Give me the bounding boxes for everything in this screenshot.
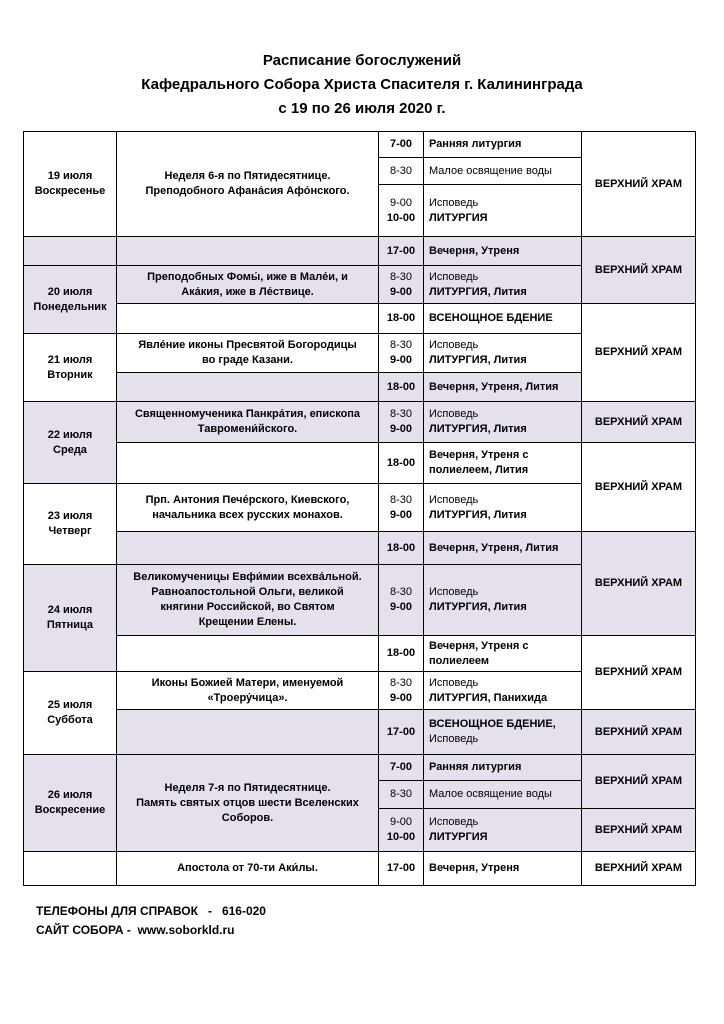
service-name: [424, 710, 582, 755]
day-date: 26 июля: [47, 789, 93, 801]
feast-cell-22: [117, 402, 379, 443]
day-weekday: Воскресенье: [34, 185, 106, 197]
service-line: Исповедь: [429, 733, 479, 745]
service-time: [379, 185, 424, 237]
service-name: Вечерня, Утреня, Лития: [424, 373, 582, 402]
service-line: ЛИТУРГИЯ, Панихида: [429, 691, 548, 704]
service-line: полиелеем, Лития: [429, 464, 529, 476]
day-date: 19 июля: [47, 170, 93, 182]
location-cell: ВЕРХНИЙ ХРАМ: [582, 809, 696, 852]
service-name: Ранняя литургия: [424, 132, 582, 158]
location-cell: ВЕРХНИЙ ХРАМ: [582, 443, 696, 532]
service-line: Исповедь: [429, 270, 479, 283]
time-line: 9-00: [389, 423, 413, 435]
table-row: [24, 443, 696, 484]
service-time: 17-00: [379, 852, 424, 886]
feast-line: Равноапостольной Ольги, великой: [151, 586, 344, 598]
title-line-3: с 19 по 26 июля 2020 г.: [278, 100, 446, 117]
location-cell: ВЕРХНИЙ ХРАМ: [582, 532, 696, 636]
service-line: Исповедь: [429, 816, 479, 828]
time-line: 9-00: [389, 508, 413, 521]
table-row: [24, 710, 696, 755]
service-line: ЛИТУРГИЯ, Лития: [429, 354, 527, 366]
service-line: ЛИТУРГИЯ, Лития: [429, 285, 527, 298]
service-name: Малое освящение воды: [424, 158, 582, 185]
feast-line: Неделя 6-я по Пятидесятнице.: [164, 170, 331, 182]
table-row: [24, 237, 696, 266]
schedule-table: [23, 131, 696, 886]
location-cell: ВЕРХНИЙ ХРАМ: [582, 237, 696, 304]
service-line: Исповедь: [429, 493, 479, 506]
service-time: [379, 565, 424, 636]
feast-line: Священномученика Панкра́тия, епископа: [134, 408, 361, 420]
time-line: 10-00: [386, 831, 416, 843]
service-time: [379, 672, 424, 710]
feast-line: Крещении Елены.: [198, 616, 297, 628]
day-weekday: Четверг: [48, 525, 92, 537]
feast-line: Прп. Антония Пече́рского, Киевского,: [145, 493, 350, 506]
service-name: Вечерня, Утреня: [424, 852, 582, 886]
time-line: 10-00: [386, 211, 416, 224]
table-row: [24, 132, 696, 158]
service-line: ВСЕНОЩНОЕ БДЕНИЕ,: [429, 718, 556, 730]
day-weekday: Понедельник: [33, 300, 107, 313]
feast-cell-25: [117, 672, 379, 710]
feast-line: Иконы Божией Матери, именуемой: [151, 676, 344, 689]
service-name: Вечерня, Утреня: [424, 237, 582, 266]
service-time: [379, 809, 424, 852]
service-line: Исповедь: [429, 408, 479, 420]
service-time: 18-00: [379, 443, 424, 484]
table-row: [24, 402, 696, 443]
day-date: 24 июля: [47, 604, 93, 616]
day-cell-21: [24, 334, 117, 402]
service-time: [379, 334, 424, 373]
feast-cell-26b: Апостола от 70-ти Аки́лы.: [117, 852, 379, 886]
location-cell: ВЕРХНИЙ ХРАМ: [582, 402, 696, 443]
feast-cell-20: [117, 266, 379, 304]
service-line: полиелеем: [429, 654, 490, 667]
location-cell: ВЕРХНИЙ ХРАМ: [582, 852, 696, 886]
empty-cell: [24, 237, 117, 266]
feast-line: Память святых отцов шести Вселенских: [136, 796, 359, 809]
service-time: 18-00: [379, 373, 424, 402]
day-weekday: Среда: [53, 443, 87, 456]
day-weekday: Воскресение: [34, 804, 106, 816]
service-name: [424, 402, 582, 443]
service-line: ЛИТУРГИЯ, Лития: [429, 601, 527, 613]
time-line: 8-30: [389, 676, 413, 689]
feast-line: Преподобного Афана́сия Афо́нского.: [145, 185, 350, 197]
day-date: 23 июля: [47, 510, 93, 522]
service-time: [379, 402, 424, 443]
footer-site: САЙТ СОБОРА - www.soborkld.ru: [36, 923, 235, 937]
day-date: 25 июля: [47, 699, 93, 711]
time-line: 8-30: [389, 270, 413, 283]
time-line: 9-00: [389, 691, 413, 704]
service-line: Вечерня, Утреня с: [429, 639, 529, 652]
feast-line: Соборов.: [221, 811, 274, 824]
empty-cell: [117, 532, 379, 565]
location-cell: ВЕРХНИЙ ХРАМ: [582, 755, 696, 809]
service-name: [424, 672, 582, 710]
service-name: ВСЕНОЩНОЕ БДЕНИЕ: [424, 304, 582, 334]
feast-line: княгини Российской, во Святом: [160, 601, 335, 613]
time-line: 9-00: [389, 816, 413, 828]
table-row: [24, 304, 696, 334]
service-line: Исповедь: [429, 586, 479, 598]
feast-line: Неделя 7-я по Пятидесятнице.: [164, 781, 331, 794]
day-cell-19: [24, 132, 117, 237]
service-name: [424, 266, 582, 304]
service-line: Вечерня, Утреня с: [429, 449, 529, 461]
feast-line: Ака́кия, иже в Ле́ствице.: [181, 285, 314, 298]
day-cell-24: [24, 565, 117, 672]
feast-line: во граде Казани.: [202, 354, 293, 366]
feast-cell-23: [117, 484, 379, 532]
service-line: ЛИТУРГИЯ: [429, 211, 488, 224]
service-line: ЛИТУРГИЯ, Лития: [429, 508, 527, 521]
service-line: Исповедь: [429, 676, 479, 689]
day-date: 22 июля: [47, 428, 93, 441]
feast-line: «Троеру́чица».: [207, 691, 288, 704]
service-line: Исповедь: [429, 339, 479, 351]
service-line: ЛИТУРГИЯ: [429, 831, 488, 843]
service-time: 8-30: [379, 781, 424, 809]
service-time: 18-00: [379, 636, 424, 672]
time-line: 9-00: [389, 354, 413, 366]
feast-cell-26: [117, 755, 379, 852]
table-row: [24, 755, 696, 781]
time-line: 8-30: [389, 408, 413, 420]
service-time: 17-00: [379, 710, 424, 755]
service-name: Ранняя литургия: [424, 755, 582, 781]
day-cell-23: [24, 484, 117, 565]
day-date: 20 июля: [47, 285, 93, 298]
empty-cell: [24, 852, 117, 886]
title-line-2: Кафедрального Собора Христа Спасителя г. Калининграда: [141, 76, 583, 93]
feast-cell-19: [117, 132, 379, 237]
service-time: [379, 266, 424, 304]
service-time: 18-00: [379, 532, 424, 565]
service-line: ЛИТУРГИЯ, Лития: [429, 423, 527, 435]
service-time: [379, 484, 424, 532]
service-time: 7-00: [379, 755, 424, 781]
feast-line: Великомученицы Евфи́мии всехва́льной.: [133, 571, 362, 583]
title-line-1: Расписание богослужений: [262, 52, 462, 69]
day-cell-22: [24, 402, 117, 484]
empty-cell: [117, 373, 379, 402]
service-name: [424, 484, 582, 532]
empty-cell: [117, 636, 379, 672]
day-weekday: Пятница: [46, 619, 94, 631]
service-name: [424, 334, 582, 373]
empty-cell: [117, 710, 379, 755]
feast-line: Тавромени́йского.: [197, 423, 298, 435]
service-name: Вечерня, Утреня, Лития: [424, 532, 582, 565]
table-row: [24, 852, 696, 886]
service-time: 8-30: [379, 158, 424, 185]
service-name: [424, 565, 582, 636]
service-time: 18-00: [379, 304, 424, 334]
day-cell-26: [24, 755, 117, 852]
day-cell-25: [24, 672, 117, 755]
feast-cell-24: [117, 565, 379, 636]
time-line: 9-00: [389, 196, 413, 209]
day-cell-20: [24, 266, 117, 334]
time-line: 8-30: [389, 493, 413, 506]
time-line: 9-00: [389, 601, 413, 613]
service-name: Малое освящение воды: [424, 781, 582, 809]
time-line: 8-30: [389, 586, 413, 598]
location-cell: ВЕРХНИЙ ХРАМ: [582, 132, 696, 237]
feast-cell-21: [117, 334, 379, 373]
day-date: 21 июля: [47, 353, 93, 366]
service-time: 17-00: [379, 237, 424, 266]
day-weekday: Суббота: [47, 714, 93, 726]
service-time: 7-00: [379, 132, 424, 158]
feast-line: Явле́ние иконы Пресвятой Богородицы: [138, 339, 357, 351]
location-cell: ВЕРХНИЙ ХРАМ: [582, 304, 696, 402]
table-row: [24, 532, 696, 565]
location-cell: ВЕРХНИЙ ХРАМ: [582, 710, 696, 755]
time-line: 8-30: [389, 339, 413, 351]
time-line: 9-00: [389, 285, 413, 298]
table-row: [24, 636, 696, 672]
footer-phone: ТЕЛЕФОНЫ ДЛЯ СПРАВОК - 616-020: [36, 904, 266, 918]
feast-line: начальника всех русских монахов.: [152, 508, 343, 521]
day-weekday: Вторник: [47, 368, 93, 381]
location-cell: ВЕРХНИЙ ХРАМ: [582, 636, 696, 710]
service-name: [424, 185, 582, 237]
empty-cell: [117, 304, 379, 334]
feast-line: Преподобных Фомы́, иже в Мале́и, и: [147, 270, 348, 283]
service-name: [424, 809, 582, 852]
empty-cell: [117, 237, 379, 266]
empty-cell: [117, 443, 379, 484]
service-name: [424, 636, 582, 672]
service-name: [424, 443, 582, 484]
service-line: Исповедь: [429, 196, 479, 209]
